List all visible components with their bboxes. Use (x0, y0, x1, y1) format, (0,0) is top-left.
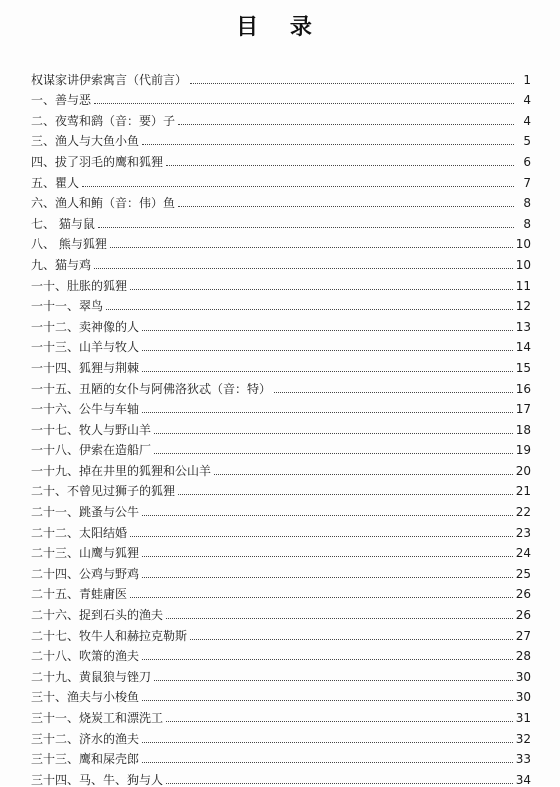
toc-entry (31, 272, 531, 293)
dot-leader (94, 103, 514, 104)
toc-entry-title: 二十五、青蛙庸医 (31, 587, 128, 602)
toc-entry-page-number: 27 (515, 628, 531, 643)
toc-entry-page-number: 34 (515, 772, 531, 787)
toc-entry (31, 581, 531, 602)
toc-entry-title: 二十四、公鸡与野鸡 (31, 566, 140, 581)
toc-entry-title: 一十九、掉在井里的狐狸和公山羊 (31, 463, 212, 478)
dot-leader (142, 330, 513, 331)
toc-entry-title: 三十一、烧炭工和漂洗工 (31, 711, 164, 725)
toc-entry-page-number: 30 (515, 669, 531, 684)
toc-entry (31, 334, 531, 355)
toc-entry-page-number: 13 (515, 319, 531, 334)
toc-entry-title: 一十三、山羊与牧人 (31, 340, 140, 355)
toc-entry-title: 二十七、牧牛人和赫拉克勒斯 (31, 628, 188, 643)
toc-entry (31, 128, 531, 149)
toc-entry-page-number: 26 (515, 587, 531, 602)
toc-entry-title: 二十九、黄鼠狼与锉刀 (31, 669, 152, 684)
dot-leader (142, 742, 513, 743)
dot-leader (142, 144, 514, 145)
toc-entry-page-number: 26 (515, 608, 531, 623)
toc-entry-title: 一十八、伊索在造船厂 (31, 443, 152, 458)
dot-leader (154, 453, 513, 454)
toc-entry (31, 107, 531, 128)
dot-leader (142, 762, 513, 763)
toc-entry (31, 519, 531, 540)
toc-entry (31, 601, 531, 622)
dot-leader (142, 371, 513, 372)
toc-entry (31, 478, 531, 499)
toc-entry (31, 169, 531, 190)
dot-leader (142, 577, 513, 578)
toc-entry (31, 643, 531, 664)
toc-entry-page-number: 23 (515, 525, 531, 540)
toc-entry-title: 八、 熊与狐狸 (31, 237, 107, 252)
toc-entry-page-number: 30 (515, 690, 531, 705)
toc-entry-page-number: 19 (515, 443, 531, 458)
toc-entry-page-number: 22 (515, 505, 531, 520)
toc-entry-title: 六、渔人和鲔（音：伟）鱼 (31, 196, 176, 211)
toc-entry-title: 一十四、狐狸与荆棘 (31, 360, 140, 375)
toc-entry-title: 权谋家讲伊索寓言（代前言） (31, 72, 188, 87)
toc-entry-title: 二十三、山鹰与狐狸 (31, 546, 140, 561)
toc-entry (31, 766, 531, 787)
dot-leader (142, 515, 513, 516)
dot-leader (178, 124, 514, 125)
toc-entry-page-number: 4 (523, 113, 531, 128)
toc-entry (31, 396, 531, 417)
toc-entry-title: 三十三、鹰和屎壳郎 (31, 752, 140, 767)
toc-entry-page-number: 6 (523, 154, 531, 169)
toc-entry-page-number: 28 (515, 649, 531, 664)
toc-entry-title: 九、猫与鸡 (31, 257, 92, 272)
toc-entry (31, 684, 531, 705)
toc-entry (31, 457, 531, 478)
toc-entry-page-number: 20 (515, 463, 531, 478)
toc-entry (31, 725, 531, 746)
toc-entry (31, 437, 531, 458)
toc-entry-title: 一十七、牧人与野山羊 (31, 422, 152, 437)
toc-entry-page-number: 10 (515, 237, 531, 252)
toc-entry-page-number: 24 (515, 546, 531, 561)
toc-entry (31, 210, 531, 231)
toc-entry-page-number: 12 (515, 299, 531, 314)
dot-leader (154, 433, 513, 434)
toc-entry-page-number: 25 (515, 566, 531, 581)
toc-entry-title: 一十五、丑陋的女仆与阿佛洛狄忒（音：特） (31, 381, 272, 396)
toc-entry-title: 三十、渔夫与小梭鱼 (31, 690, 140, 705)
toc-entry (31, 622, 531, 643)
toc-entry-title: 三十四、马、牛、狗与人 (31, 772, 164, 787)
toc-entry-page-number: 32 (515, 731, 531, 746)
toc-entry-page-number: 5 (523, 134, 531, 149)
toc-entry (31, 416, 531, 437)
toc-entry-title: 二十六、捉到石头的渔夫 (31, 608, 164, 623)
dot-leader (214, 474, 513, 475)
toc-entry-title: 一十、肚胀的狐狸 (31, 278, 128, 293)
dot-leader (142, 659, 513, 660)
toc-entry-title: 三、渔人与大鱼小鱼 (31, 134, 140, 149)
toc-entry-page-number: 21 (515, 484, 531, 499)
toc-entry (31, 231, 531, 252)
dot-leader (142, 556, 513, 557)
toc-entry-page-number: 31 (515, 711, 531, 725)
toc-entry-title: 三十二、济水的渔夫 (31, 731, 140, 746)
toc-entry-title: 二十二、太阳结婚 (31, 525, 128, 540)
toc-entry-title: 二十、不曾见过狮子的狐狸 (31, 484, 176, 499)
toc-entry (31, 148, 531, 169)
toc-entry-title: 一十一、翠鸟 (31, 299, 104, 314)
toc-entry (31, 293, 531, 314)
dot-leader (178, 206, 514, 207)
toc-entry-title: 五、瞿人 (31, 175, 80, 190)
dot-leader (106, 309, 513, 310)
dot-leader (142, 700, 513, 701)
dot-leader (166, 783, 513, 784)
toc-entry (31, 540, 531, 561)
dot-leader (166, 618, 513, 619)
toc-entry (31, 313, 531, 334)
toc-entry-page-number: 33 (515, 752, 531, 767)
dot-leader (110, 247, 513, 248)
dot-leader (130, 289, 513, 290)
dot-leader (142, 350, 513, 351)
toc-entry-page-number: 16 (515, 381, 531, 396)
toc-entry-page-number: 10 (515, 257, 531, 272)
toc-entry-page-number: 14 (515, 340, 531, 355)
dot-leader (166, 721, 513, 722)
dot-leader (98, 227, 514, 228)
toc-entry-page-number: 7 (523, 175, 531, 190)
toc-entry (31, 87, 531, 108)
toc-entry-page-number: 18 (515, 422, 531, 437)
dot-leader (130, 597, 513, 598)
toc-entry-page-number: 17 (515, 402, 531, 417)
toc-entry-title: 一、善与恶 (31, 93, 92, 108)
toc-entry-title: 一十六、公牛与车轴 (31, 402, 140, 417)
toc-entry-page-number: 11 (515, 278, 531, 293)
toc-entry (31, 663, 531, 684)
dot-leader (154, 680, 513, 681)
toc-entry (31, 746, 531, 767)
dot-leader (130, 536, 513, 537)
dot-leader (142, 412, 513, 413)
toc-entry-title: 四、拔了羽毛的鹰和狐狸 (31, 154, 164, 169)
toc-entry (31, 498, 531, 519)
toc-entry-title: 七、 猫与鼠 (31, 216, 95, 231)
toc-entry-page-number: 15 (515, 360, 531, 375)
toc-entry-page-number: 4 (523, 93, 531, 108)
dot-leader (94, 268, 513, 269)
table-of-contents (31, 66, 531, 787)
toc-entry (31, 190, 531, 211)
page-title: 目 录 (236, 15, 324, 40)
dot-leader (166, 165, 514, 166)
toc-entry-title: 二、夜莺和鹞（音：要）子 (31, 113, 176, 128)
dot-leader (274, 392, 513, 393)
toc-entry (31, 66, 531, 87)
toc-entry-title: 二十八、吹箫的渔夫 (31, 649, 140, 664)
dot-leader (190, 83, 514, 84)
toc-entry-page-number: 1 (523, 72, 531, 87)
toc-entry (31, 251, 531, 272)
toc-entry (31, 704, 531, 725)
toc-entry (31, 375, 531, 396)
toc-entry-page-number: 8 (523, 216, 531, 231)
dot-leader (190, 639, 513, 640)
toc-entry (31, 560, 531, 581)
dot-leader (178, 494, 513, 495)
toc-entry (31, 354, 531, 375)
dot-leader (82, 186, 514, 187)
toc-entry-title: 二十一、跳蚤与公牛 (31, 505, 140, 520)
toc-entry-page-number: 8 (523, 196, 531, 211)
toc-entry-title: 一十二、卖神像的人 (31, 319, 140, 334)
